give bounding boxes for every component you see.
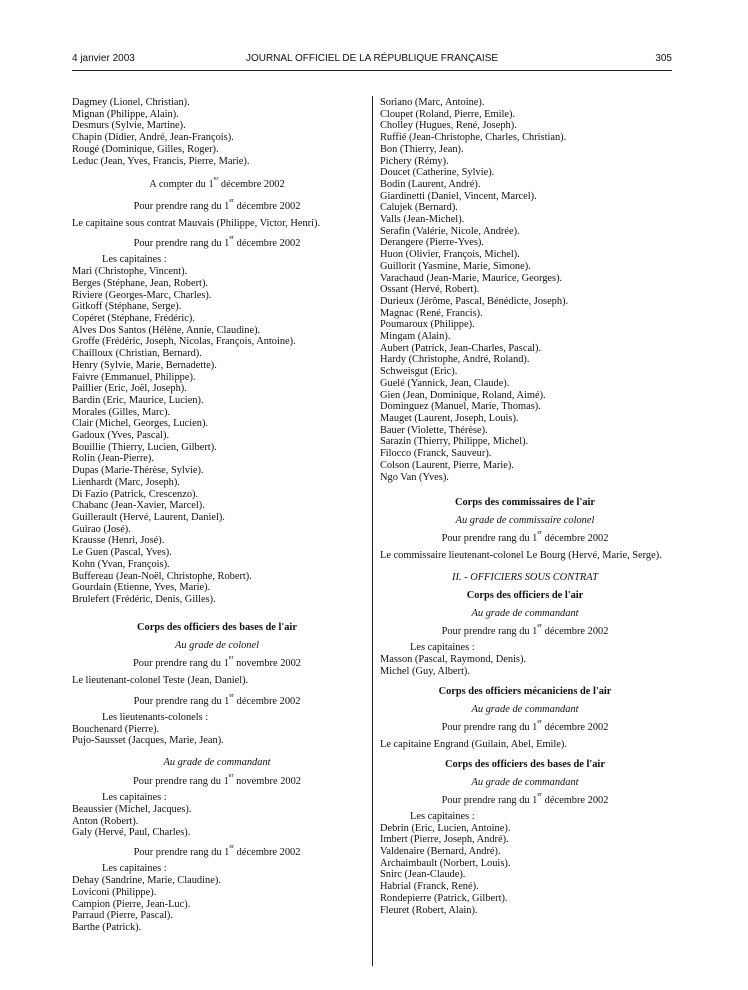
name-list bbox=[380, 823, 670, 917]
list-item: Bodin (Laurent, André). bbox=[380, 178, 481, 190]
name-list bbox=[72, 724, 362, 747]
corps-heading: Corps des officiers de l'air bbox=[466, 590, 584, 602]
list-item: Dehay (Sandrine, Marie, Claudine). bbox=[72, 875, 221, 887]
rank-date-heading: Pour prendre rang du 1er décembre 2002 bbox=[441, 530, 609, 545]
rank-date-heading: Pour prendre rang du 1er décembre 2002 bbox=[133, 198, 301, 213]
effective-date-heading: A compter du 1er décembre 2002 bbox=[149, 176, 285, 191]
list-item: Hardy (Christophe, André, Roland). bbox=[380, 354, 530, 366]
list-item: Alves Dos Santos (Hélène, Annie, Claudine). bbox=[72, 324, 261, 336]
list-item: Mignan (Philippe, Alain). bbox=[72, 108, 179, 120]
list-item: Gien (Jean, Dominique, Roland, Aimé). bbox=[380, 389, 546, 401]
list-item: Guillorit (Yasmine, Marie, Simone). bbox=[380, 260, 531, 272]
list-item: Desmurs (Sylvie, Martine). bbox=[72, 120, 186, 132]
list-item: Guirao (José). bbox=[72, 523, 131, 535]
list-item: Henry (Sylvie, Marie, Bernadette). bbox=[72, 359, 217, 371]
rank-date-heading: Pour prendre rang du 1er décembre 2002 bbox=[441, 791, 609, 806]
list-item: Habrial (Franck, René). bbox=[380, 881, 479, 893]
list-item: Fleuret (Robert, Alain). bbox=[380, 904, 478, 916]
list-item: Ossant (Hervé, Robert). bbox=[380, 284, 480, 296]
list-item: Calujek (Bernard). bbox=[380, 202, 458, 214]
list-item: Valdenaire (Bernard, André). bbox=[380, 846, 501, 858]
group-label: Les capitaines : bbox=[102, 792, 167, 804]
list-item: Soriano (Marc, Antoine). bbox=[380, 97, 485, 108]
list-item: Lienhardt (Marc, Joseph). bbox=[72, 476, 180, 488]
name-list bbox=[72, 266, 362, 605]
list-item: Anton (Robert). bbox=[72, 815, 139, 827]
list-item: Bouchenard (Pierre). bbox=[72, 723, 160, 735]
rank-date-heading: Pour prendre rang du 1er décembre 2002 bbox=[133, 235, 301, 250]
list-item: Rougé (Dominique, Gilles, Roger). bbox=[72, 143, 219, 155]
list-item: Chailloux (Christian, Bernard). bbox=[72, 348, 202, 360]
list-item: Schweisgut (Eric). bbox=[380, 366, 458, 378]
group-label: Les lieutenants-colonels : bbox=[102, 711, 209, 723]
list-item: Ruffié (Jean-Christophe, Charles, Christian). bbox=[380, 132, 567, 144]
list-item: Pichery (Rémy). bbox=[380, 155, 449, 167]
list-item: Bouillie (Thierry, Lucien, Gilbert). bbox=[72, 441, 217, 453]
grade-heading: Au grade de commandant bbox=[163, 757, 271, 769]
list-item: Bauer (Violette, Thérèse). bbox=[380, 424, 488, 436]
group-label: Les capitaines : bbox=[410, 810, 475, 822]
promotion-text: Le capitaine sous contrat Mauvais (Philippe, Victor, Henri). bbox=[72, 218, 321, 230]
column-divider bbox=[372, 96, 373, 966]
corps-heading: Corps des officiers des bases de l'air bbox=[445, 758, 605, 770]
list-item: Chapin (Didier, André, Jean-François). bbox=[72, 132, 234, 144]
rank-date-heading: Pour prendre rang du 1er novembre 2002 bbox=[132, 773, 301, 788]
list-item: Doucet (Catherine, Sylvie). bbox=[380, 167, 495, 179]
grade-heading: Au grade de commandant bbox=[471, 608, 579, 620]
rank-date-heading: Pour prendre rang du 1er décembre 2002 bbox=[441, 623, 609, 638]
list-item: Poumaroux (Philippe). bbox=[380, 319, 475, 331]
list-item: Mauget (Laurent, Joseph, Louis). bbox=[380, 412, 519, 424]
list-item: Huon (Olivier, François, Michel). bbox=[380, 249, 520, 261]
list-item: Rolin (Jean-Pierre). bbox=[72, 453, 154, 465]
list-item: Gitkoff (Stéphane, Serge). bbox=[72, 301, 182, 313]
list-item: Morales (Gilles, Marc). bbox=[72, 406, 171, 418]
group-label: Les capitaines : bbox=[410, 642, 475, 654]
list-item: Ngo Van (Yves). bbox=[380, 471, 449, 483]
list-item: Debrin (Eric, Lucien, Antoine). bbox=[380, 822, 511, 834]
right-column bbox=[380, 97, 670, 916]
list-item: Dupas (Marie-Thérèse, Sylvie). bbox=[72, 465, 204, 477]
corps-heading: Corps des commissaires de l'air bbox=[454, 497, 596, 509]
header-rule bbox=[72, 70, 672, 71]
rank-date-heading: Pour prendre rang du 1er décembre 2002 bbox=[133, 844, 301, 859]
rank-date-heading: Pour prendre rang du 1er novembre 2002 bbox=[132, 654, 301, 669]
list-item: Gourdain (Etienne, Yves, Marie). bbox=[72, 582, 211, 594]
list-item: Michel (Guy, Albert). bbox=[380, 665, 470, 677]
list-item: Copéret (Stéphane, Frédéric). bbox=[72, 313, 195, 325]
list-item: Valls (Jean-Michel). bbox=[380, 214, 465, 226]
list-item: Mari (Christophe, Vincent). bbox=[72, 266, 188, 278]
grade-heading: Au grade de colonel bbox=[175, 639, 259, 651]
list-item: Krausse (Henri, José). bbox=[72, 535, 165, 547]
list-item: Beaussier (Michel, Jacques). bbox=[72, 804, 192, 816]
list-item: Bon (Thierry, Jean). bbox=[380, 143, 464, 155]
name-list bbox=[380, 97, 670, 483]
group-label: Les capitaines : bbox=[102, 863, 167, 875]
list-item: Guelé (Yannick, Jean, Claude). bbox=[380, 377, 510, 389]
list-item: Masson (Pascal, Raymond, Denis). bbox=[380, 654, 527, 666]
list-item: Galy (Hervé, Paul, Charles). bbox=[72, 827, 191, 839]
grade-heading: Au grade de commandant bbox=[471, 703, 579, 715]
name-list bbox=[72, 875, 362, 934]
section-heading: II. - OFFICIERS SOUS CONTRAT bbox=[452, 572, 598, 584]
list-item: Bardin (Eric, Maurice, Lucien). bbox=[72, 394, 204, 406]
list-item: Loviconi (Philippe). bbox=[72, 886, 157, 898]
grade-heading: Au grade de commandant bbox=[471, 776, 579, 788]
list-item: Le Guen (Pascal, Yves). bbox=[72, 547, 172, 559]
list-item: Clair (Michel, Georges, Lucien). bbox=[72, 418, 208, 430]
list-item: Archaimbault (Norbert, Louis). bbox=[380, 857, 511, 869]
list-item: Mingam (Alain). bbox=[380, 331, 451, 343]
page-number: 305 bbox=[655, 53, 672, 64]
list-item: Magnac (René, Francis). bbox=[380, 307, 483, 319]
list-item: Leduc (Jean, Yves, Francis, Pierre, Marie). bbox=[72, 155, 250, 167]
list-item: Filocco (Franck, Sauveur). bbox=[380, 448, 492, 460]
promotion-text: Le capitaine Engrand (Guilain, Abel, Emile). bbox=[380, 738, 567, 750]
journal-title: JOURNAL OFFICIEL DE LA RÉPUBLIQUE FRANÇAISE bbox=[245, 53, 499, 64]
list-item: Brulefert (Frédéric, Denis, Gilles). bbox=[72, 593, 216, 605]
list-item: Berges (Stéphane, Jean, Robert). bbox=[72, 277, 209, 289]
list-item: Kohn (Yvan, François). bbox=[72, 558, 170, 570]
list-item: Riviere (Georges-Marc, Charles). bbox=[72, 289, 212, 301]
list-item: Imbert (Pierre, Joseph, André). bbox=[380, 834, 509, 846]
list-item: Dagmey (Lionel, Christian). bbox=[72, 97, 190, 108]
list-item: Groffe (Frédéric, Joseph, Nicolas, François, Antoine). bbox=[72, 336, 296, 348]
list-item: Serafin (Valérie, Nicole, Andrée). bbox=[380, 225, 520, 237]
list-item: Gadoux (Yves, Pascal). bbox=[72, 430, 170, 442]
header-date: 4 janvier 2003 bbox=[72, 53, 135, 64]
list-item: Guillerault (Hervé, Laurent, Daniel). bbox=[72, 511, 225, 523]
promotion-text: Le commissaire lieutenant-colonel Le Bourg (Hervé, Marie, Serge). bbox=[380, 550, 662, 562]
promotion-text: Le lieutenant-colonel Teste (Jean, Daniel). bbox=[72, 674, 249, 686]
list-item: Buffereau (Jean-Noël, Christophe, Robert). bbox=[72, 570, 252, 582]
list-item: Campion (Pierre, Jean-Luc). bbox=[72, 898, 191, 910]
list-item: Faivre (Emmanuel, Philippe). bbox=[72, 371, 196, 383]
left-column bbox=[72, 97, 362, 934]
list-item: Aubert (Patrick, Jean-Charles, Pascal). bbox=[380, 342, 541, 354]
corps-heading: Corps des officiers mécaniciens de l'air bbox=[438, 685, 612, 697]
list-item: Cloupet (Roland, Pierre, Emile). bbox=[380, 108, 516, 120]
list-item: Giardinetti (Daniel, Vincent, Marcel). bbox=[380, 190, 537, 202]
rank-date-heading: Pour prendre rang du 1er décembre 2002 bbox=[133, 692, 301, 707]
name-list bbox=[72, 97, 362, 167]
list-item: Dominguez (Manuel, Marie, Thomas). bbox=[380, 401, 541, 413]
list-item: Parraud (Pierre, Pascal). bbox=[72, 910, 173, 922]
list-item: Chabanc (Jean-Xavier, Marcel). bbox=[72, 500, 205, 512]
list-item: Varachaud (Jean-Marie, Maurice, Georges). bbox=[380, 272, 563, 284]
list-item: Cholley (Hugues, René, Joseph). bbox=[380, 120, 517, 132]
list-item: Snirc (Jean-Claude). bbox=[380, 869, 466, 881]
list-item: Pujo-Sausset (Jacques, Marie, Jean). bbox=[72, 735, 224, 747]
group-label: Les capitaines : bbox=[102, 254, 167, 266]
list-item: Colson (Laurent, Pierre, Marie). bbox=[380, 459, 514, 471]
name-list bbox=[380, 654, 670, 677]
name-list bbox=[72, 804, 362, 839]
rank-date-heading: Pour prendre rang du 1er décembre 2002 bbox=[441, 718, 609, 733]
grade-heading: Au grade de commissaire colonel bbox=[455, 515, 595, 527]
list-item: Barthe (Patrick). bbox=[72, 921, 142, 933]
list-item: Di Fazio (Patrick, Crescenzo). bbox=[72, 488, 199, 500]
list-item: Derangere (Pierre-Yves). bbox=[380, 237, 484, 249]
corps-heading: Corps des officiers des bases de l'air bbox=[137, 621, 297, 633]
list-item: Rondepierre (Patrick, Gilbert). bbox=[380, 892, 508, 904]
list-item: Durieux (Jérôme, Pascal, Bénédicte, Joseph). bbox=[380, 295, 569, 307]
list-item: Paillier (Eric, Joël, Joseph). bbox=[72, 383, 187, 395]
list-item: Sarazin (Thierry, Philippe, Michel). bbox=[380, 436, 529, 448]
